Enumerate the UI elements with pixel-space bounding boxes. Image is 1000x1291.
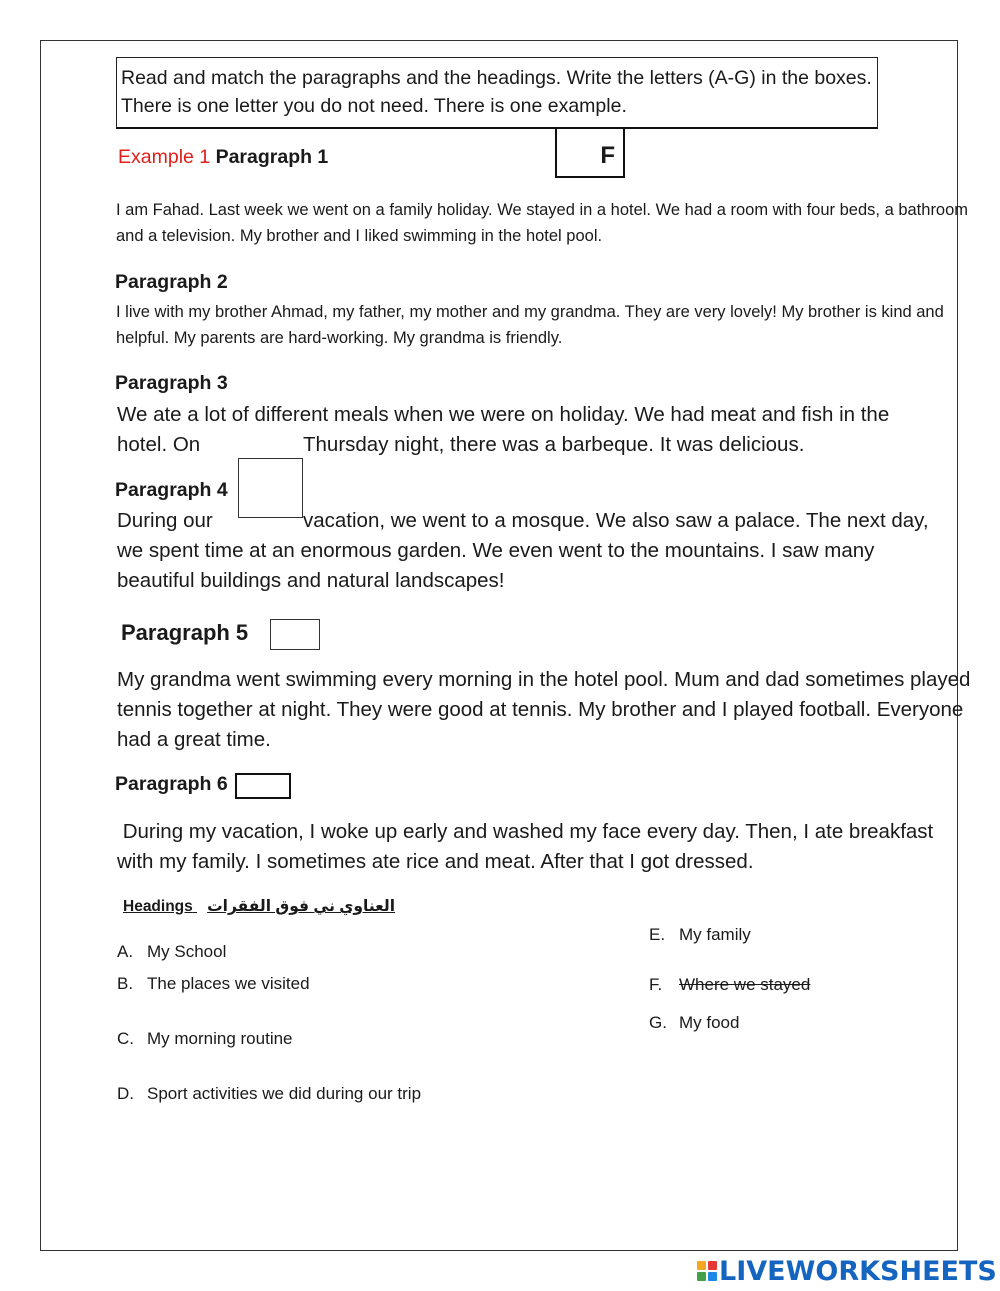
paragraph-4-text-line1a: During our [117, 509, 213, 532]
paragraph-3-text-line2b: Thursday night, there was a barbeque. It was delicious. [303, 433, 805, 456]
headings-title [123, 897, 395, 916]
heading-option-d [117, 1084, 421, 1104]
paragraph-6-title: Paragraph 6 [115, 773, 228, 795]
liveworksheets-logo [697, 1252, 997, 1290]
option-text: My food [679, 1013, 740, 1032]
paragraph-5-title: Paragraph 5 [121, 620, 249, 645]
paragraph-1-text: I am Fahad. Last week we went on a family holiday. We stayed in a hotel. We had a room with four beds, a bathroom and a television. My brother and I liked swimming in the hotel pool. [116, 201, 969, 245]
option-letter: F. [649, 975, 663, 994]
logo-blocks-icon [697, 1261, 717, 1281]
option-letter: E. [649, 925, 666, 944]
heading-option-g [649, 1013, 739, 1033]
paragraph-2-text: I live with my brother Ahmad, my father, my mother and my grandma. They are very lovely! My brother is kind and helpful. My parents are hard-working. My grandma is friendly. [116, 303, 944, 347]
headings-label: Headings [123, 898, 193, 915]
paragraph-4-text-line2: we spent time at an enormous garden. We even went to the mountains. I saw many [117, 539, 875, 562]
option-text: My School [147, 942, 227, 961]
instructions-text: Read and match the paragraphs and the headings. Write the letters (A-G) in the boxes. There is one letter you do not need. There is one example. [121, 67, 872, 117]
option-letter: D. [117, 1084, 134, 1103]
option-letter: C. [117, 1029, 134, 1048]
heading-option-b [117, 974, 310, 994]
option-text: Sport activities we did during our trip [147, 1084, 422, 1103]
option-letter: B. [117, 974, 134, 993]
example-paragraph-title: Paragraph 1 [215, 146, 329, 168]
heading-option-a [117, 942, 226, 962]
paragraph-5-answer-box[interactable] [270, 619, 320, 650]
paragraph-5-text: My grandma went swimming every morning in the hotel pool. Mum and dad sometimes played tennis together at night. They were good at tennis. My brother and I played football. Everyone had a great time. [117, 668, 971, 751]
example-answer-box [555, 128, 625, 178]
option-text: The places we visited [147, 974, 310, 993]
example-heading [118, 146, 328, 169]
paragraph-6-text: During my vacation, I woke up early and washed my face every day. Then, I ate breakfast with my family. I sometimes ate rice and meat. After that I got dressed. [117, 820, 939, 873]
heading-option-c [117, 1029, 293, 1049]
instructions-box [116, 57, 878, 129]
paragraph-4-text-line1b: vacation, we went to a mosque. We also saw a palace. The next day, [303, 509, 929, 532]
heading-option-e [649, 925, 751, 945]
paragraph-4-text-line3: beautiful buildings and natural landscapes! [117, 569, 505, 592]
option-text-crossed-out: Where we stayed [679, 975, 811, 994]
paragraph-3-text-line1: We ate a lot of different meals when we were on holiday. We had meat and fish in the [117, 403, 890, 426]
paragraph-3-text-line2a: hotel. On [117, 433, 201, 456]
paragraph-2-title: Paragraph 2 [115, 271, 228, 293]
paragraph-6-answer-box[interactable] [235, 773, 291, 799]
heading-option-f [649, 975, 810, 995]
paragraph-4-title: Paragraph 4 [115, 479, 228, 501]
option-letter: G. [649, 1013, 667, 1032]
example-answer: F [600, 142, 615, 169]
option-letter: A. [117, 942, 134, 961]
logo-text: LIVEWORKSHEETS [719, 1255, 997, 1287]
paragraph-3-answer-box[interactable] [238, 458, 303, 518]
example-label: Example 1 [118, 146, 211, 168]
paragraph-3-title: Paragraph 3 [115, 372, 228, 394]
option-text: My morning routine [147, 1029, 293, 1048]
option-text: My family [679, 925, 751, 944]
headings-arabic-label: العناوي ني فوق الفقرات [207, 898, 396, 915]
